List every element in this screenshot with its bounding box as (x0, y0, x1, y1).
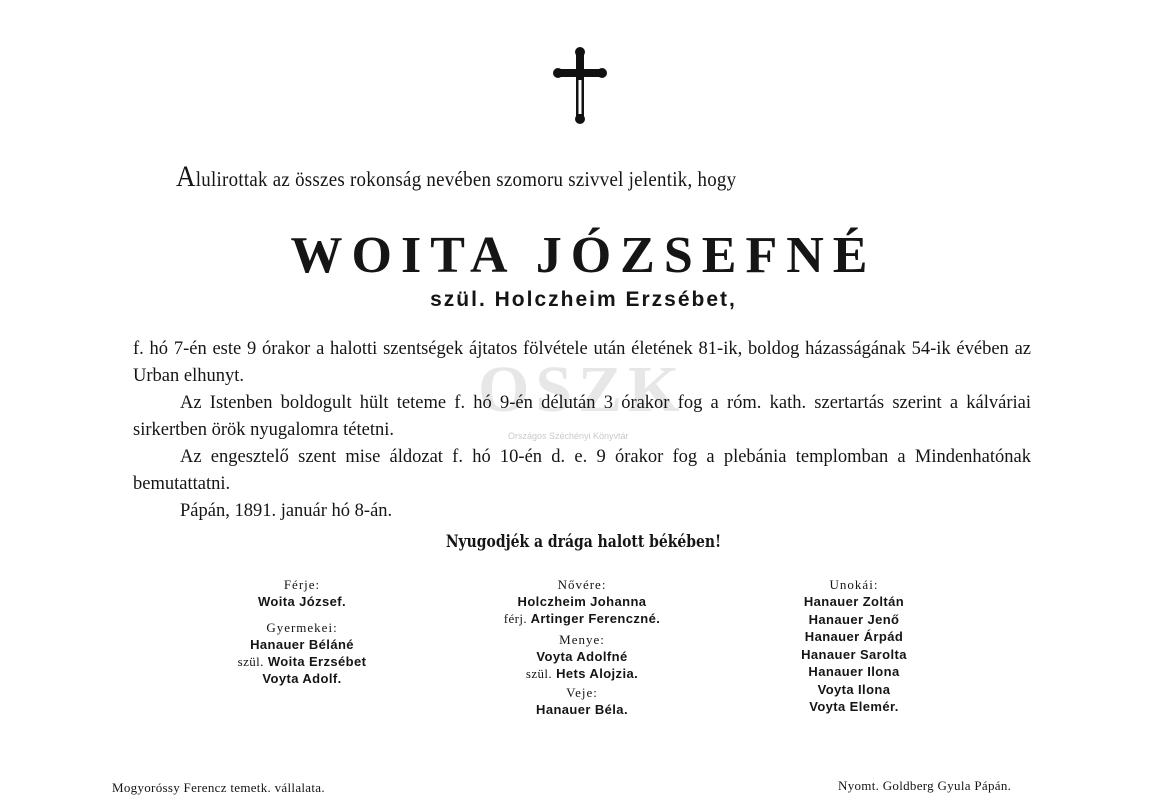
grandchild-name: Hanauer Jenő (808, 611, 900, 627)
maiden-prefix: szül. (525, 666, 553, 681)
grandchild-name: Hanauer Ilona (808, 664, 900, 679)
sister-name: Holczheim Johanna (517, 594, 647, 609)
place-date: Pápán, 1891. január hó 8-án. (180, 501, 393, 521)
maiden-prefix: szül. (237, 654, 264, 669)
printer-credit: Nyomt. Goldberg Gyula Pápán. (838, 778, 1012, 793)
watermark-subtitle: Országos Széchényi Könyvtár (508, 431, 629, 441)
children-label: Gyermekei: (266, 620, 338, 635)
grandchild-name: Voyta Ilona (817, 681, 891, 697)
latin-cross-icon (552, 46, 608, 126)
mourners-column-family (212, 577, 392, 687)
son-in-law-label: Veje: (566, 685, 598, 700)
sister-married-name (482, 610, 682, 627)
mass-paragraph: Az engesztelő szent mise áldozat f. hó 10-én d. e. 9 órakor fog a plebánia templomban a Mindenhatónak bemutattatni. (133, 447, 1031, 494)
announcement-body (133, 336, 1031, 525)
maiden-name-value: Hets Alojzia. (556, 666, 639, 681)
intro-text: lulirottak az összes rokonság nevében szomoru szivvel jelentik, hogy (195, 167, 737, 191)
grandchild-name: Hanauer Zoltán (803, 594, 905, 609)
mourners-column-grandchildren (784, 577, 924, 716)
married-prefix: férj. (503, 611, 528, 626)
announcement-intro (176, 160, 736, 194)
child-name: Voyta Adolf. (262, 671, 342, 686)
daughter-in-law-maiden-name (482, 665, 682, 682)
grandchildren-label: Unokái: (829, 577, 879, 592)
death-paragraph: f. hó 7-én este 9 órakor a halotti szentségek ájtatos fölvétele után életének 81-ik, boldog házasságának 54-ik évében az Urban elhunyt. (133, 339, 1031, 386)
funeral-company-credit: Mogyoróssy Ferencz temetk. vállalata. (112, 780, 325, 795)
daughter-in-law-name: Voyta Adolfné (536, 649, 628, 664)
son-in-law-name: Hanauer Béla. (536, 702, 628, 717)
spouse-name: Woita József. (257, 594, 347, 609)
spouse-label: Férje: (283, 577, 321, 592)
child-name (212, 653, 392, 670)
child-name: Hanauer Béláné (250, 637, 354, 652)
child-maiden-name: Woita Erzsébet (267, 654, 367, 669)
watermark-logo: OSZK (478, 353, 686, 426)
sister-label: Nővére: (557, 577, 607, 592)
sister-husband-name: Artinger Ferenczné. (530, 611, 661, 626)
grandchild-name: Hanauer Sarolta (801, 646, 907, 662)
maiden-name: szül. Holczheim Erzsébet, (430, 288, 737, 311)
deceased-name: WOITA JÓZSEFNÉ (290, 227, 877, 284)
mourners-column-relatives (482, 577, 682, 718)
grandchild-name: Hanauer Árpád (804, 629, 904, 644)
burial-paragraph: Az Istenben boldogult hült teteme f. hó 9-én délután 3 órakor fog a róm. kath. szertartás szerint a kálváriai sirkertben örök nyugalomra tétetni. (133, 393, 1031, 440)
daughter-in-law-label: Menye: (559, 632, 605, 647)
grandchild-name: Voyta Elemér. (809, 699, 899, 714)
motto: Nyugodjék a drága halott békében! (445, 532, 722, 552)
intro-initial: A (176, 160, 196, 193)
